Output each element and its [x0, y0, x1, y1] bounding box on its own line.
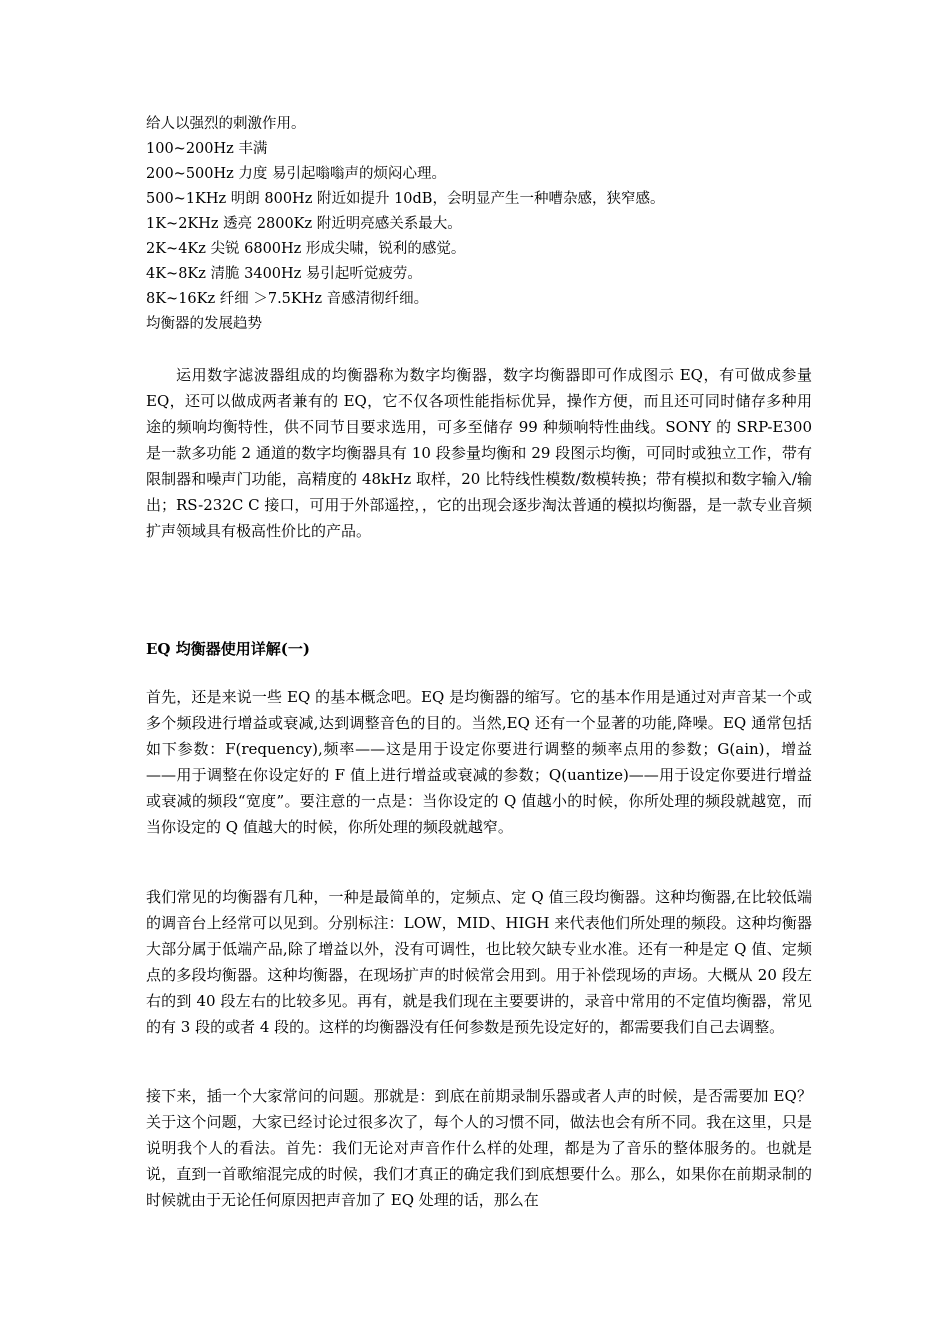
paragraph-trend: 运用数字滤波器组成的均衡器称为数字均衡器，数字均衡器即可作成图示 EQ，有可做成参量 EQ，还可以做成两者兼有的 EQ，它不仅各项性能指标优异，操作方便，而且还可同时储存多种用途的频响均衡特性，供不同节目要求选用，可多至储存 99 种频响特性曲线。SONY 的 SRP-E300 是一款多功能 2 通道的数字均衡器具有 10 段参量均衡和 29 段图示均衡，可同时或独立工作，带有限制器和噪声门功能，高精度的 48kHz 取样，20 比特线性模数/数模转换；带有模拟和数字输入/输出；RS-232C C 接口，可用于外部遥控，，它的出现会逐步淘汰普通的模拟均衡器，是一款专业音频扩声领域具有极高性价比的产品。 [146, 366, 812, 540]
list-line: 100~200Hz 丰满 [146, 141, 268, 157]
frequency-list [146, 112, 816, 337]
paragraph-question: 接下来，插一个大家常问的问题。那就是：到底在前期录制乐器或者人声的时候，是否需要加 EQ？关于这个问题，大家已经讨论过很多次了，每个人的习惯不同，做法也会有所不同。我在这里，只是说明我个人的看法。首先：我们无论对声音作什么样的处理，都是为了音乐的整体服务的。也就是说，直到一首歌缩混完成的时候，我们才真正的确定我们到底想要什么。那么，如果你在前期录制的时候就由于无论任何原因把声音加了 EQ 处理的话，那么在 [146, 1087, 812, 1209]
list-line: 200~500Hz 力度 易引起嗡嗡声的烦闷心理。 [146, 166, 447, 182]
paragraph-basics: 首先，还是来说一些 EQ 的基本概念吧。EQ 是均衡器的缩写。它的基本作用是通过对声音某一个或多个频段进行增益或衰减,达到调整音色的目的。当然,EQ 还有一个显著的功能,降噪。EQ 通常包括如下参数：F(requency),频率——这是用于设定你要进行调整的频率点用的参数；G(ain)，增益——用于调整在你设定好的 F 值上进行增益或衰减的参数；Q(uantize)——用于设定你要进行增益或衰减的频段“宽度”。要注意的一点是：当你设定的 Q 值越小的时候，你所处理的频段就越宽，而当你设定的 Q 值越大的时候，你所处理的频段就越窄。 [146, 688, 812, 836]
section-heading: EQ 均衡器使用详解(一) [146, 640, 310, 658]
subsection-title: 均衡器的发展趋势 [146, 316, 262, 332]
list-line: 4K~8Kz 清脆 3400Hz 易引起听觉疲劳。 [146, 266, 422, 282]
list-line: 给人以强烈的刺激作用。 [146, 116, 306, 132]
list-line: 8K~16Kz 纤细 ＞7.5KHz 音感清彻纤细。 [146, 291, 429, 307]
list-line: 500~1KHz 明朗 800Hz 附近如提升 10dB，会明显产生一种嘈杂感，狭窄感。 [146, 191, 665, 207]
list-line: 1K~2KHz 透亮 2800Kz 附近明亮感关系最大。 [146, 216, 462, 232]
paragraph-types: 我们常见的均衡器有几种，一种是最简单的，定频点、定 Q 值三段均衡器。这种均衡器,在比较低端的调音台上经常可以见到。分别标注：LOW，MID、HIGH 来代表他们所处理的频段。这种均衡器大部分属于低端产品,除了增益以外，没有可调性，也比较欠缺专业水准。还有一种是定 Q 值、定频点的多段均衡器。这种均衡器，在现场扩声的时候常会用到。用于补偿现场的声场。大概从 20 段左右的到 40 段左右的比较多见。再有，就是我们现在主要要讲的，录音中常用的不定值均衡器，常见的有 3 段的或者 4 段的。这样的均衡器没有任何参数是预先设定好的，都需要我们自己去调整。 [146, 888, 812, 1036]
list-line: 2K~4Kz 尖锐 6800Hz 形成尖啸，锐利的感觉。 [146, 241, 466, 257]
